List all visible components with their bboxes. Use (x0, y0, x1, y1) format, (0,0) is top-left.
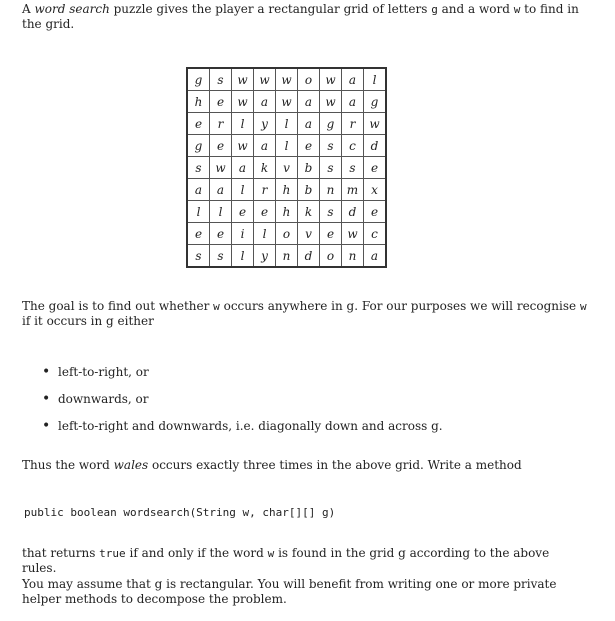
grid-cell: a (342, 91, 364, 113)
grid-cell: e (232, 201, 254, 223)
grid-cell: h (187, 91, 210, 113)
var-w: w (513, 3, 521, 16)
grid-cell: o (298, 68, 320, 91)
rule-item: • left-to-right and downwards, i.e. diagonally down and across g. (34, 418, 574, 434)
grid-row (187, 91, 386, 113)
grid-cell: o (276, 223, 298, 245)
grid-row (187, 157, 386, 179)
term-wales: wales (113, 458, 149, 472)
grid-cell: m (342, 179, 364, 201)
grid-cell: r (254, 179, 276, 201)
grid-cell: i (232, 223, 254, 245)
grid-cell: r (210, 113, 232, 135)
grid-cell: w (232, 135, 254, 157)
grid-row (187, 68, 386, 91)
grid-cell: k (298, 201, 320, 223)
grid-cell: e (187, 223, 210, 245)
grid-cell: a (342, 68, 364, 91)
grid-cell: s (210, 245, 232, 268)
rule-item: • left-to-right, or (34, 364, 574, 380)
grid-cell: e (210, 135, 232, 157)
grid-cell: d (342, 201, 364, 223)
grid-cell: a (298, 91, 320, 113)
rule-item: • downwards, or (34, 391, 574, 407)
grid-cell: c (364, 223, 387, 245)
grid-cell: w (342, 223, 364, 245)
grid-cell: b (298, 179, 320, 201)
grid-cell: a (187, 179, 210, 201)
grid-cell: g (320, 113, 342, 135)
grid-cell: x (364, 179, 387, 201)
grid-cell: l (232, 179, 254, 201)
grid-cell: v (276, 157, 298, 179)
term-word-search: word search (34, 2, 110, 16)
grid-cell: a (254, 91, 276, 113)
grid-cell: d (298, 245, 320, 268)
grid-cell: w (276, 68, 298, 91)
grid-cell: s (320, 157, 342, 179)
grid-cell: e (187, 113, 210, 135)
grid-cell: a (298, 113, 320, 135)
grid-cell: e (298, 135, 320, 157)
grid-cell: l (210, 201, 232, 223)
grid-cell: l (276, 135, 298, 157)
grid-cell: l (364, 68, 387, 91)
grid-cell: w (320, 68, 342, 91)
grid-cell: a (232, 157, 254, 179)
returns-paragraph: that returns true if and only if the word w is found in the grid g according to the above rules. (22, 546, 550, 575)
grid-cell: w (254, 68, 276, 91)
grid-cell: l (276, 113, 298, 135)
grid-cell: w (210, 157, 232, 179)
grid-cell: h (276, 201, 298, 223)
grid-cell: s (320, 135, 342, 157)
grid-cell: w (232, 68, 254, 91)
grid-cell: s (210, 68, 232, 91)
grid-cell: e (254, 201, 276, 223)
grid-cell: g (187, 135, 210, 157)
grid-cell: n (342, 245, 364, 268)
grid-cell: r (342, 113, 364, 135)
grid-cell: n (320, 179, 342, 201)
goal-paragraph: The goal is to find out whether w occurs anywhere in g. For our purposes we will recognise w if it occurs in g either (22, 299, 587, 328)
grid-cell: s (342, 157, 364, 179)
grid-cell: y (254, 245, 276, 268)
grid-cell: s (187, 245, 210, 268)
grid-cell: w (320, 91, 342, 113)
grid-row (187, 113, 386, 135)
grid-row (187, 223, 386, 245)
assume-paragraph: You may assume that g is rectangular. You will benefit from writing one or more private helper methods to decompose the problem. (22, 577, 557, 606)
thus-paragraph: Thus the word wales occurs exactly three times in the above grid. Write a method (22, 458, 522, 472)
grid-cell: d (364, 135, 387, 157)
grid-cell: e (320, 223, 342, 245)
grid-cell: k (254, 157, 276, 179)
grid-cell: c (342, 135, 364, 157)
grid-cell: a (364, 245, 387, 268)
word-grid (186, 67, 387, 268)
grid-cell: w (232, 91, 254, 113)
grid-cell: n (276, 245, 298, 268)
grid-cell: l (232, 245, 254, 268)
grid-cell: w (276, 91, 298, 113)
grid-cell: l (187, 201, 210, 223)
grid-row (187, 201, 386, 223)
grid-cell: g (187, 68, 210, 91)
letter-grid-table (186, 67, 387, 268)
grid-cell: o (320, 245, 342, 268)
intro-paragraph: A word search puzzle gives the player a rectangular grid of letters g and a word w to find in the grid. (22, 2, 579, 31)
grid-row (187, 135, 386, 157)
grid-cell: y (254, 113, 276, 135)
grid-cell: v (298, 223, 320, 245)
grid-cell: b (298, 157, 320, 179)
grid-cell: e (210, 223, 232, 245)
grid-cell: l (254, 223, 276, 245)
grid-cell: l (232, 113, 254, 135)
method-signature: public boolean wordsearch(String w, char[][] g) (24, 506, 336, 519)
grid-cell: e (364, 157, 387, 179)
grid-cell: a (254, 135, 276, 157)
grid-row (187, 245, 386, 268)
grid-row (187, 179, 386, 201)
grid-cell: e (210, 91, 232, 113)
grid-cell: a (210, 179, 232, 201)
grid-cell: e (364, 201, 387, 223)
grid-cell: g (364, 91, 387, 113)
grid-cell: w (364, 113, 387, 135)
grid-cell: h (276, 179, 298, 201)
grid-cell: s (187, 157, 210, 179)
grid-cell: s (320, 201, 342, 223)
var-g: g (431, 3, 438, 16)
direction-rules-list (34, 364, 574, 445)
